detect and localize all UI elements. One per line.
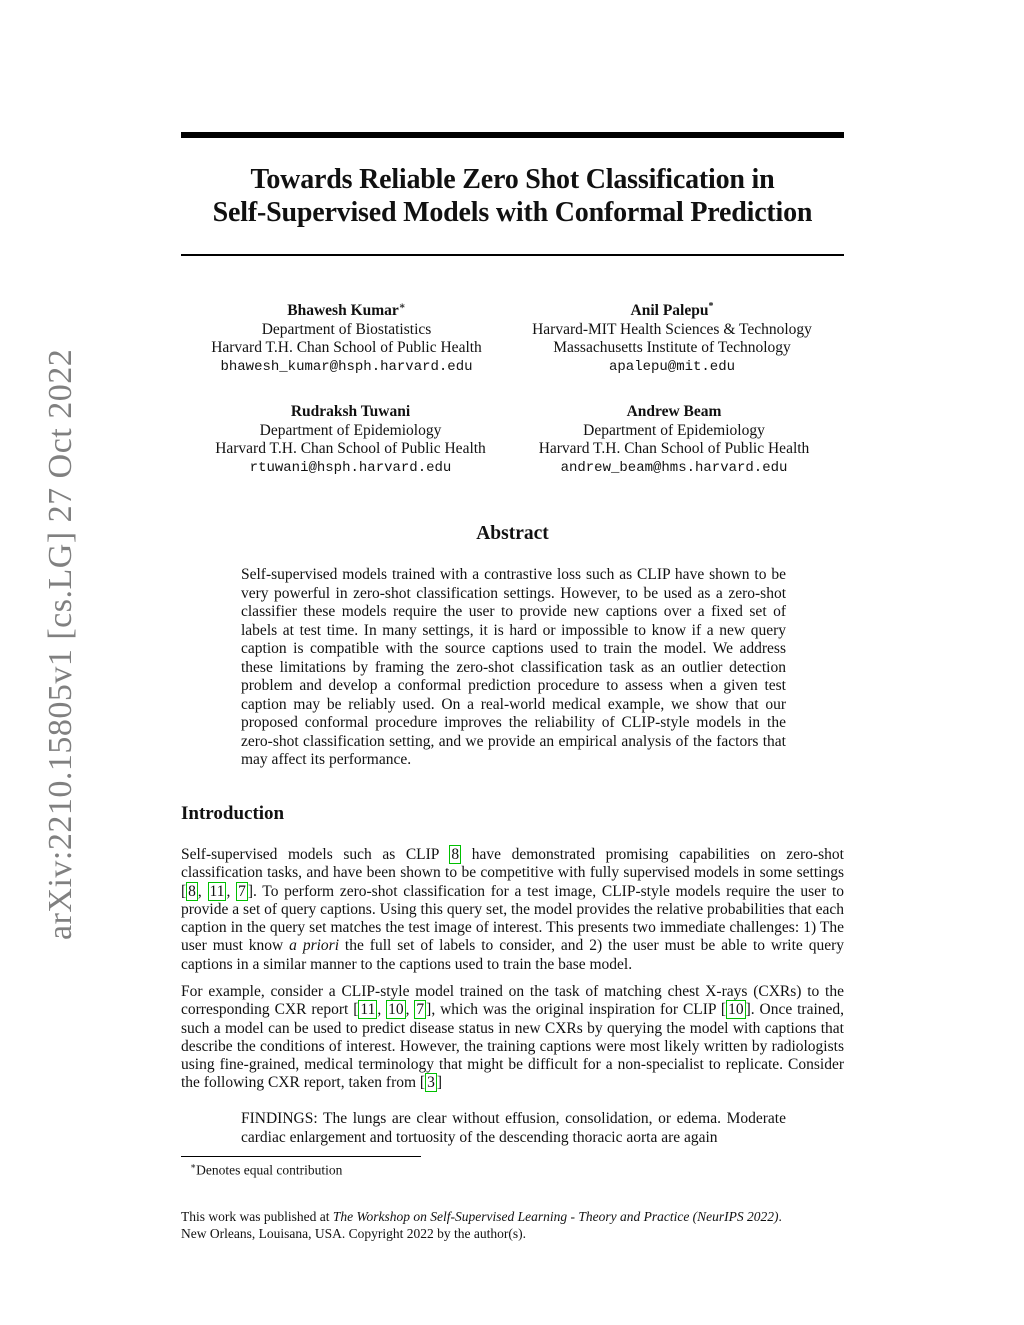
- author-name: Bhawesh Kumar: [287, 302, 399, 319]
- title-rule-top: [181, 132, 844, 138]
- equal-contribution-mark: *: [708, 300, 714, 312]
- footnote: [190, 1158, 342, 1179]
- author-block: [512, 302, 832, 376]
- author-email[interactable]: bhawesh_kumar@hsph.harvard.edu: [220, 358, 473, 375]
- introduction-heading: Introduction: [181, 803, 285, 824]
- author-email[interactable]: rtuwani@hsph.harvard.edu: [249, 459, 452, 476]
- title-line-1: Towards Reliable Zero Shot Classification in: [250, 164, 775, 195]
- citation-link[interactable]: 7: [238, 882, 246, 900]
- publication-note: This work was published at The Workshop on Self-Supervised Learning - Theory and Practice (NeurIPS 2022). New Orleans, Louisana, USA. Copyright 2022 by the author(s).: [181, 1208, 861, 1242]
- citation-link[interactable]: 10: [728, 1001, 744, 1019]
- venue-name: The Workshop on Self-Supervised Learning - Theory and Practice (NeurIPS 2022): [332, 1209, 779, 1224]
- author-name: Andrew Beam: [626, 403, 722, 420]
- author-email[interactable]: apalepu@mit.edu: [608, 358, 736, 375]
- author-department: Department of Epidemiology: [583, 421, 765, 439]
- intro-paragraph-1: Self-supervised models such as CLIP 8 have demonstrated promising capabilities on zero-shot classification tasks, and have been shown to be competitive with fully supervised models in some settings [ 8 , 11 , 7 ]. To perform zero-shot classification for a test image, CLIP-style models require the user to provide a set of query captions. Using this query set, the model provides the relative probabilities that each caption in the query set matches the test image of interest. This presents two immediate challenges: 1) The user must know a priori the full set of labels to consider, and 2) the user must be able to write query captions in a similar manner to the captions used to train the base model.: [181, 846, 845, 973]
- abstract-heading: Abstract: [476, 523, 549, 544]
- title-line-2: Self-Supervised Models with Conformal Prediction: [212, 197, 813, 228]
- citation-link[interactable]: 7: [416, 1001, 425, 1019]
- author-institution: Massachusetts Institute of Technology: [553, 339, 791, 356]
- citation-link[interactable]: 11: [209, 882, 225, 900]
- citation-link[interactable]: 8: [451, 846, 460, 863]
- intro-paragraph-2: For example, consider a CLIP-style model trained on the task of matching chest X-rays (CXRs) to the corresponding CXR report [ 11 , 10 , 7 ], which was the original inspiration for CLIP [ 10 ]. Once trained, such a model can be used to predict disease status in new CXRs by querying the model with captions that describe the conditions of interest. However, the training captions were most likely written by radiologists using fine-grained, medical terminology that might be difficult for a non-specialist to replicate. Consider the following CXR report, taken from [ 3 ]: [181, 983, 845, 1092]
- author-institution: Harvard T.H. Chan School of Public Health: [215, 440, 486, 457]
- author-name: Anil Palepu: [630, 302, 709, 319]
- paper-title: [181, 163, 844, 229]
- author-department: Department of Biostatistics: [261, 320, 432, 338]
- footnote-text: Denotes equal contribution: [196, 1162, 343, 1178]
- abstract-text: Self-supervised models trained with a contrastive loss such as CLIP have shown to be very powerful in zero-shot classification settings. However, to be used as a zero-shot classifier these models require the user to provide new captions over a fixed set of labels at test time. In many settings, it is hard or impossible to know if a new query caption is compatible with the source captions used to train the model. We address these limitations by framing the zero-shot classification task as an outlier detection problem and develop a conformal prediction procedure to assess when a given test caption may be reliably used. On a real-world medical example, we show that our proposed conformal procedure improves the reliability of CLIP-style models in the zero-shot classification setting, and we provide an empirical analysis of the factors that may affect its performance.: [241, 566, 786, 768]
- title-rule-bottom: [181, 254, 844, 256]
- author-name: Rudraksh Tuwani: [290, 403, 411, 420]
- citation-link[interactable]: 11: [360, 1001, 376, 1019]
- cxr-report-quote: FINDINGS: The lungs are clear without effusion, consolidation, or edema. Moderate cardiac enlargement and tortuosity of the descending thoracic aorta are again: [241, 1110, 786, 1146]
- author-block: [185, 403, 516, 477]
- author-institution: Harvard T.H. Chan School of Public Health: [211, 339, 482, 356]
- footnote-mark: ∗: [190, 1161, 197, 1171]
- author-email[interactable]: andrew_beam@hms.harvard.edu: [560, 459, 788, 476]
- author-block: [512, 403, 836, 477]
- author-block: [181, 302, 512, 376]
- citation-link[interactable]: 8: [188, 882, 196, 900]
- author-institution: Harvard T.H. Chan School of Public Health: [538, 440, 810, 457]
- author-department: Department of Epidemiology: [259, 421, 442, 439]
- footnote-rule: [181, 1156, 421, 1157]
- equal-contribution-mark: ∗: [398, 300, 406, 312]
- publication-location: New Orleans, Louisana, USA. Copyright 2022 by the author(s).: [181, 1226, 526, 1241]
- arxiv-identifier: arXiv:2210.15805v1 [cs.LG] 27 Oct 2022: [42, 348, 79, 940]
- citation-link[interactable]: 3: [427, 1074, 435, 1092]
- citation-link[interactable]: 10: [388, 1001, 404, 1019]
- author-department: Harvard-MIT Health Sciences & Technology: [532, 320, 812, 338]
